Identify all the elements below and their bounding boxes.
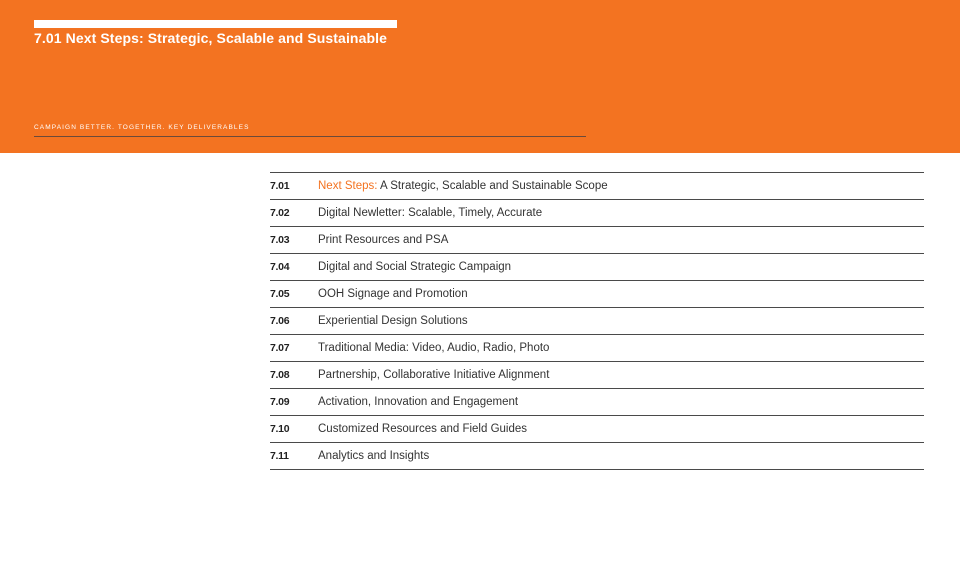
toc-item[interactable]	[270, 416, 924, 443]
toc-item[interactable]	[270, 335, 924, 362]
toc-label	[318, 180, 608, 192]
toc-item[interactable]	[270, 227, 924, 254]
toc-label: Partnership, Collaborative Initiative Alignment	[318, 369, 550, 381]
toc-number: 7.05	[270, 288, 290, 300]
toc-item[interactable]	[270, 173, 924, 200]
toc-number: 7.03	[270, 234, 290, 246]
toc-number: 7.01	[270, 180, 290, 192]
toc-label-accent: Next Steps:	[318, 180, 378, 192]
subtitle-divider	[34, 136, 586, 137]
toc-label: Activation, Innovation and Engagement	[318, 396, 519, 408]
toc-item[interactable]	[270, 362, 924, 389]
toc-item[interactable]	[270, 200, 924, 227]
toc-item[interactable]	[270, 281, 924, 308]
toc-item[interactable]	[270, 389, 924, 416]
toc-number: 7.11	[270, 450, 289, 462]
toc-item[interactable]	[270, 308, 924, 335]
toc-number: 7.07	[270, 342, 290, 354]
toc-label: Digital and Social Strategic Campaign	[318, 261, 512, 273]
toc-item[interactable]	[270, 443, 924, 470]
toc-label: Analytics and Insights	[318, 450, 430, 462]
page-title: 7.01 Next Steps: Strategic, Scalable and Sustainable	[34, 30, 387, 46]
title-accent-bar	[34, 20, 397, 28]
toc-label: Customized Resources and Field Guides	[318, 423, 528, 435]
toc-label: Experiential Design Solutions	[318, 315, 468, 327]
toc-label: Print Resources and PSA	[318, 234, 449, 246]
toc-number: 7.09	[270, 396, 290, 408]
toc-number: 7.08	[270, 369, 290, 381]
toc-label: OOH Signage and Promotion	[318, 288, 468, 300]
header-banner	[0, 0, 960, 153]
toc-label: Traditional Media: Video, Audio, Radio, Photo	[318, 342, 550, 354]
toc-label: Digital Newletter: Scalable, Timely, Accurate	[318, 207, 543, 219]
toc-number: 7.04	[270, 261, 290, 273]
table-of-contents	[270, 172, 924, 470]
toc-item[interactable]	[270, 254, 924, 281]
section-subtitle: CAMPAIGN BETTER. TOGETHER. KEY DELIVERABLES	[34, 124, 250, 131]
toc-number: 7.10	[270, 423, 290, 435]
toc-number: 7.06	[270, 315, 290, 327]
toc-number: 7.02	[270, 207, 290, 219]
toc-label-text: A Strategic, Scalable and Sustainable Scope	[377, 180, 608, 192]
